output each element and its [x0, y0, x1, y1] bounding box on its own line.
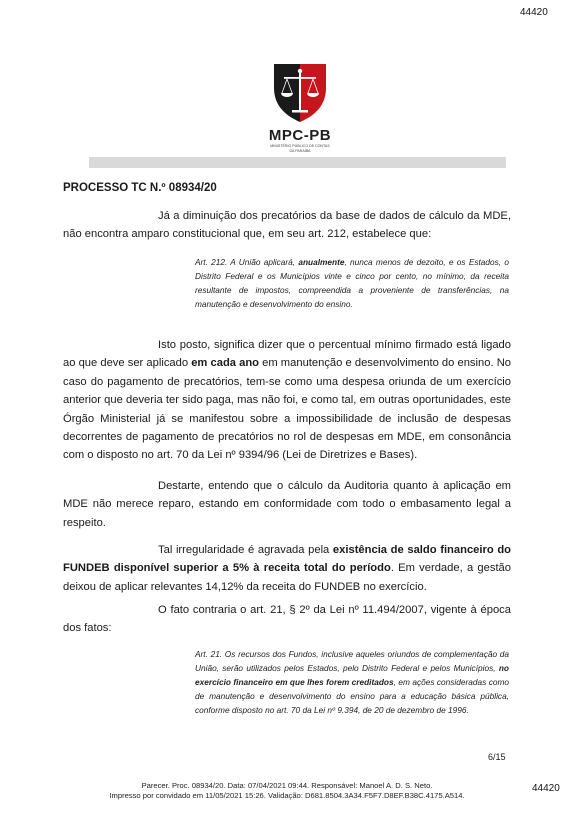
footer-validation [0, 781, 574, 801]
quote-art-212: Art. 212. A União aplicará, anualmente, nunca menos de dezoito, e os Estados, o Distrito Federal e os Municípios vinte e cinco por cento, no mínimo, da receita resultante de impostos, compreendida a proveniente de transferências, na manutenção e desenvolvimento do ensino. [195, 257, 509, 309]
process-heading: PROCESSO TC N.º 08934/20 [63, 182, 217, 194]
mpc-pb-shield-logo [272, 62, 328, 124]
paragraph-1: Já a diminuição dos precatórios da base de dados de cálculo da MDE, não encontra amparo constitucional que, em seu art. 212, estabelece que: [63, 210, 511, 241]
document-number-bottom: 44420 [532, 783, 560, 794]
footer-line-2: Impresso por convidado em 11/05/2021 15:26. Validação: D681.8504.3A34.F5F7.D8EF.B38C.4175.A514. [109, 791, 465, 800]
logo-wordmark: MPC-PB [268, 127, 332, 144]
footer-line-1: Parecer. Proc. 08934/20. Data: 07/04/2021 09:44. Responsável: Manoel A. D. S. Neto. [141, 781, 433, 790]
paragraph-4: Tal irregularidade é agravada pela existência de saldo financeiro do FUNDEB disponível superior a 5% à receita total do período. Em verdade, a gestão deixou de aplicar relevantes 14,12% da receita do FUNDEB no exercício. [63, 544, 511, 593]
paragraph-2: Isto posto, significa dizer que o percentual mínimo firmado está ligado ao que deve ser aplicado em cada ano em manutenção e desenvolvimento do ensino. No caso do pagamento de precatórios, tem-se como uma despesa oriunda de um exercício anterior que deveria ter sido paga, mas não foi, e como tal, em outras oportunidades, este Órgão Ministerial já se manifestou sobre a impossibilidade de inclusão de despesas decorrentes de pagamento de precatórios no rol de despesas em MDE, em consonância com o disposto no art. 70 da Lei nº 9394/96 (Lei de Diretrizes e Bases). [63, 339, 511, 462]
header-divider-bar [89, 157, 506, 168]
logo-subtitle: MINISTÉRIO PÚBLICO DE CONTAS DA PARAÍBA [270, 144, 330, 153]
paragraph-3: Destarte, entendo que o cálculo da Auditoria quanto à aplicação em MDE não merece reparo, estando em conformidade com todo o embasamento legal a respeito. [63, 480, 511, 529]
quote-art-21: Art. 21. Os recursos dos Fundos, inclusive aqueles oriundos de complementação da União, serão utilizados pelos Estados, pelo Distrito Federal e pelos Municípios, no exercício financeiro em que lhes forem creditados, em ações consideradas como de manutenção e desenvolvimento do ensino para a educação básica pública, conforme disposto no art. 70 da Lei nº 9.394, de 20 de dezembro de 1996. [195, 649, 509, 715]
paragraph-5: O fato contraria o art. 21, § 2º da Lei nº 11.494/2007, vigente à época dos fatos: [63, 604, 511, 635]
page-number: 6/15 [488, 752, 506, 762]
document-number-top: 44420 [520, 7, 548, 18]
